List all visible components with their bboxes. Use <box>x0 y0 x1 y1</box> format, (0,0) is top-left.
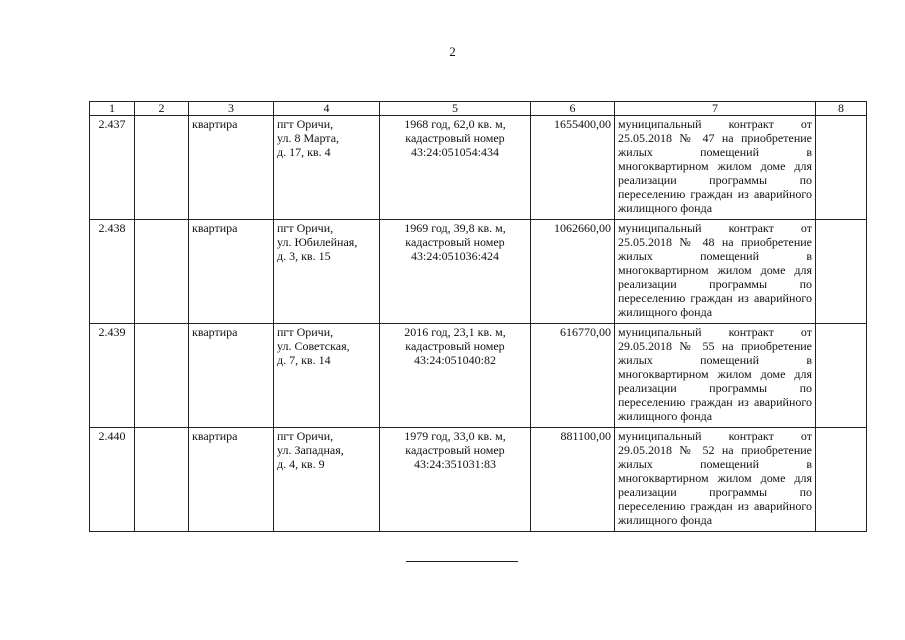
address-line: д. 7, кв. 14 <box>277 353 331 367</box>
column-header: 6 <box>531 102 615 116</box>
description-line: кадастровый номер <box>405 235 505 249</box>
description-line: кадастровый номер <box>405 131 505 145</box>
description-line: кадастровый номер <box>405 443 505 457</box>
address-line: пгт Оричи, <box>277 325 334 339</box>
empty-cell <box>135 428 189 532</box>
column-header: 4 <box>274 102 380 116</box>
description-line: 43:24:051054:434 <box>410 145 499 159</box>
cost-cell: 881100,00 <box>531 428 615 532</box>
address-line: пгт Оричи, <box>277 117 334 131</box>
document-cell: муниципальный контракт от 29.05.2018 № 52 на приобретение жилых помещений в многоквартирном жилом доме для реализации программы по переселению граждан из аварийного жилищного фонда <box>615 428 816 532</box>
empty-cell <box>135 324 189 428</box>
description-cell <box>380 324 531 428</box>
empty-cell <box>816 116 867 220</box>
description-line: 1979 год, 33,0 кв. м, <box>404 429 506 443</box>
table-row <box>90 428 867 532</box>
column-number-row <box>90 102 867 116</box>
column-header: 3 <box>189 102 274 116</box>
document-cell: муниципальный контракт от 25.05.2018 № 47 на приобретение жилых помещений в многоквартирном жилом доме для реализации программы по переселению граждан из аварийного жилищного фонда <box>615 116 816 220</box>
address-cell <box>274 324 380 428</box>
row-number-cell: 2.438 <box>90 220 135 324</box>
description-cell <box>380 220 531 324</box>
address-line: ул. Западная, <box>277 443 344 457</box>
row-number-cell: 2.439 <box>90 324 135 428</box>
description-line: 2016 год, 23,1 кв. м, <box>404 325 506 339</box>
address-line: д. 17, кв. 4 <box>277 145 331 159</box>
empty-cell <box>135 116 189 220</box>
address-cell <box>274 116 380 220</box>
empty-cell <box>816 428 867 532</box>
cost-cell: 1655400,00 <box>531 116 615 220</box>
column-header: 5 <box>380 102 531 116</box>
column-header: 2 <box>135 102 189 116</box>
document-cell: муниципальный контракт от 25.05.2018 № 48 на приобретение жилых помещений в многоквартирном жилом доме для реализации программы по переселению граждан из аварийного жилищного фонда <box>615 220 816 324</box>
address-line: пгт Оричи, <box>277 221 334 235</box>
table-row <box>90 220 867 324</box>
object-type-cell: квартира <box>189 220 274 324</box>
row-number-cell: 2.437 <box>90 116 135 220</box>
cost-cell: 1062660,00 <box>531 220 615 324</box>
address-line: ул. Советская, <box>277 339 350 353</box>
row-number-cell: 2.440 <box>90 428 135 532</box>
description-cell <box>380 116 531 220</box>
document-cell: муниципальный контракт от 29.05.2018 № 55 на приобретение жилых помещений в многоквартирном жилом доме для реализации программы по переселению граждан из аварийного жилищного фонда <box>615 324 816 428</box>
empty-cell <box>135 220 189 324</box>
column-header: 1 <box>90 102 135 116</box>
description-cell <box>380 428 531 532</box>
empty-cell <box>816 220 867 324</box>
end-of-document-rule <box>406 561 518 562</box>
object-type-cell: квартира <box>189 428 274 532</box>
description-line: кадастровый номер <box>405 339 505 353</box>
address-cell <box>274 428 380 532</box>
table-row <box>90 324 867 428</box>
description-line: 43:24:051036:424 <box>410 249 499 263</box>
column-header: 8 <box>816 102 867 116</box>
page-number: 2 <box>449 44 456 59</box>
description-line: 1968 год, 62,0 кв. м, <box>404 117 506 131</box>
address-line: ул. 8 Марта, <box>277 131 340 145</box>
empty-cell <box>816 324 867 428</box>
object-type-cell: квартира <box>189 116 274 220</box>
property-registry-table <box>89 101 867 532</box>
description-line: 1969 год, 39,8 кв. м, <box>404 221 506 235</box>
address-line: д. 4, кв. 9 <box>277 457 325 471</box>
cost-cell: 616770,00 <box>531 324 615 428</box>
description-line: 43:24:051040:82 <box>413 353 496 367</box>
address-line: ул. Юбилейная, <box>277 235 358 249</box>
address-line: д. 3, кв. 15 <box>277 249 331 263</box>
description-line: 43:24:351031:83 <box>413 457 496 471</box>
object-type-cell: квартира <box>189 324 274 428</box>
table-row <box>90 116 867 220</box>
address-line: пгт Оричи, <box>277 429 334 443</box>
address-cell <box>274 220 380 324</box>
column-header: 7 <box>615 102 816 116</box>
